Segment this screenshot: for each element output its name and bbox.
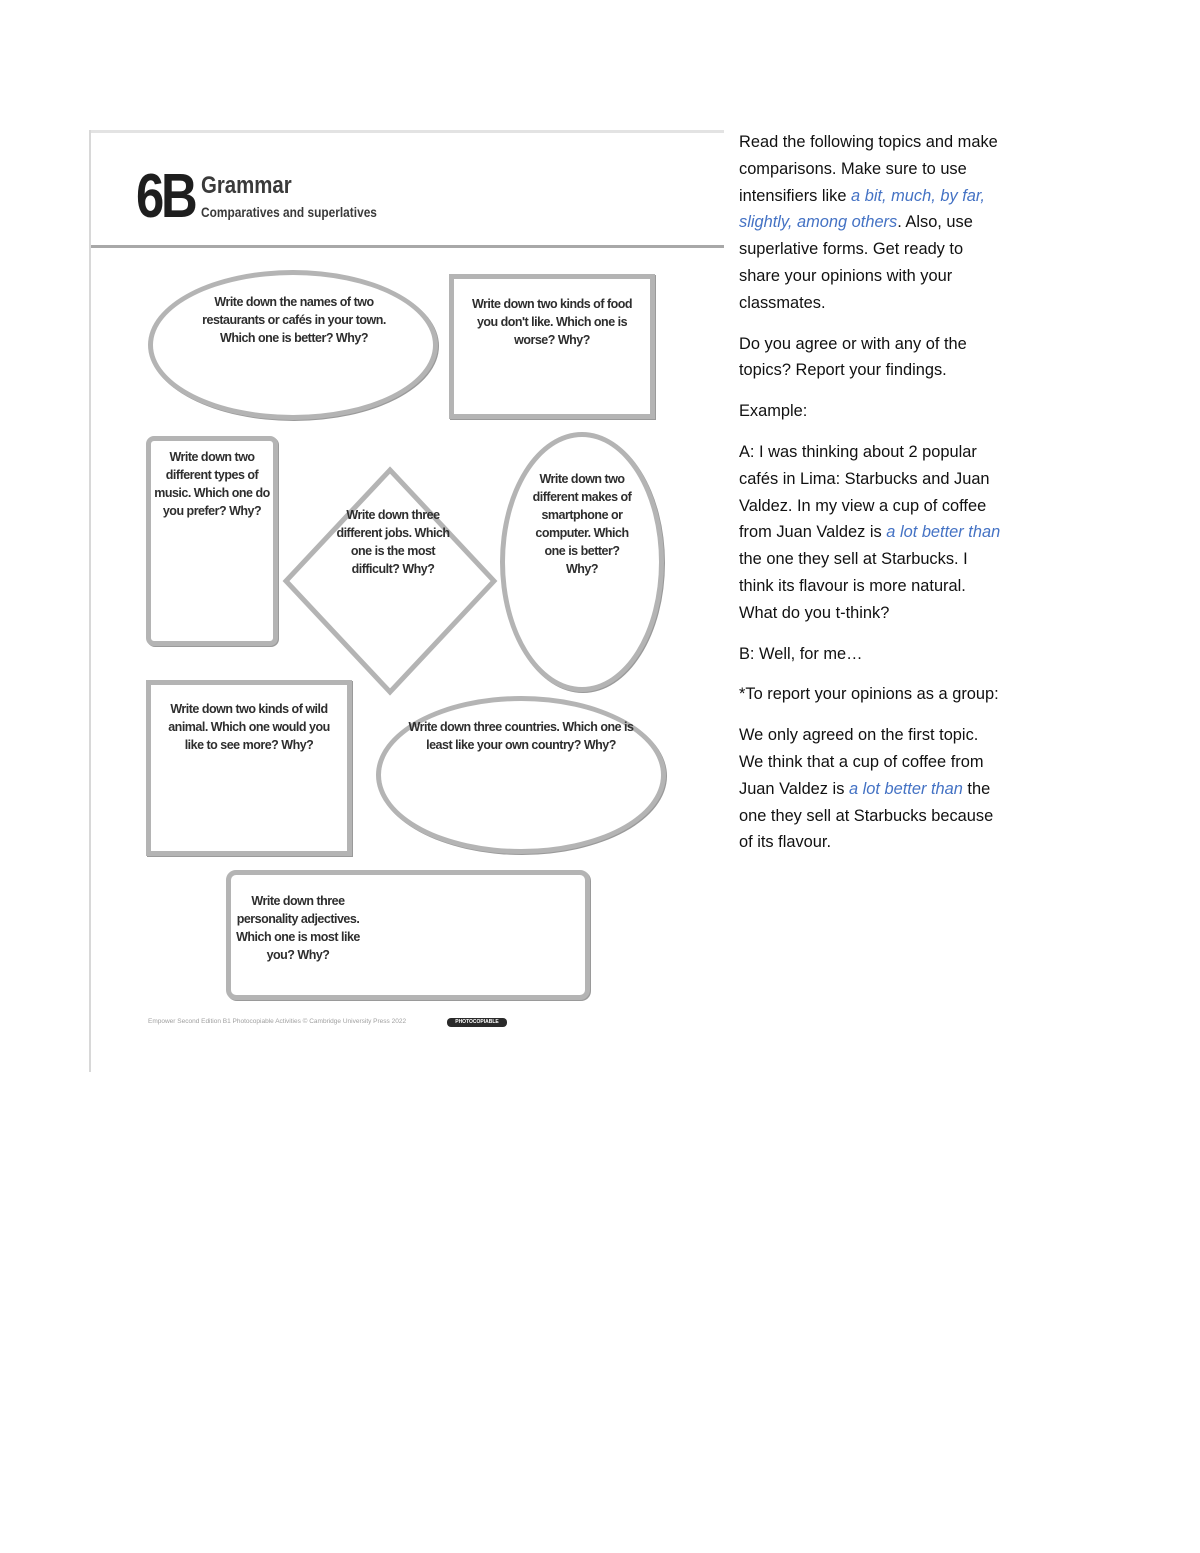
header-divider — [91, 245, 724, 248]
intro-paragraph — [739, 129, 1001, 317]
group-report-paragraph — [739, 722, 1001, 856]
task-smartphone: Write down two different makes of smartphone or computer. Which one is better? Why? — [532, 472, 632, 576]
question-paragraph: Do you agree or with any of the topics? Report your findings. — [739, 334, 967, 380]
instructions-panel — [739, 129, 1001, 870]
comparison-highlight: a lot better than — [886, 523, 1001, 542]
worksheet-subtitle: Comparatives and superlatives — [201, 204, 377, 220]
group-comparison-highlight: a lot better than — [848, 779, 963, 798]
diamond-jobs — [282, 466, 498, 696]
intensifiers-highlight: a bit, much, by far, slightly, among others — [739, 186, 985, 232]
task-music: Write down two different types of music. Which one do you prefer? Why? — [154, 450, 270, 518]
example-label: Example: — [739, 402, 808, 421]
photocopiable-badge: PHOTOCOPIABLE — [447, 1018, 507, 1027]
intro-text-end: . Also, use superlative forms. Get ready to share your opinions with your classmates. — [739, 213, 973, 312]
worksheet-top-border — [90, 130, 724, 133]
worksheet-left-border — [89, 130, 91, 1072]
speaker-a-text-end: the one they sell at Starbucks. I think its flavour is more natural. What do you t-think? — [739, 550, 968, 622]
worksheet-image — [0, 0, 730, 1080]
group-report-text-end: the one they sell at Starbucks because of its flavour. — [739, 779, 994, 852]
worksheet-code: 6B — [136, 162, 195, 231]
speaker-a-paragraph — [739, 439, 1001, 627]
task-countries: Write down three countries. Which one is least like your own country? Why? — [408, 720, 634, 752]
task-personality: Write down three personality adjectives. Which one is most like you? Why? — [236, 894, 360, 962]
task-animal: Write down two kinds of wild animal. Which one would you like to see more? Why? — [168, 702, 330, 752]
worksheet-footer: Empower Second Edition B1 Photocopiable Activities © Cambridge University Press 2022 — [148, 1018, 407, 1025]
report-label: *To report your opinions as a group: — [739, 685, 999, 704]
task-jobs: Write down three different jobs. Which one is the most difficult? Why? — [336, 508, 450, 576]
task-restaurants: Write down the names of two restaurants or cafés in your town. Which one is better? Why? — [202, 295, 386, 345]
group-report-text: We only agreed on the first topic. We think that a cup of coffee from Juan Valdez is — [739, 726, 984, 798]
worksheet-title: Grammar — [201, 172, 292, 199]
speaker-a-text: A: I was thinking about 2 popular cafés in Lima: Starbucks and Juan Valdez. In my view a cup of coffee from Juan Valdez is — [739, 442, 990, 542]
speaker-b-paragraph: B: Well, for me… — [739, 644, 863, 663]
intro-text: Read the following topics and make comparisons. Make sure to use intensifiers like — [739, 133, 998, 205]
task-food: Write down two kinds of food you don't like. Which one is worse? Why? — [471, 297, 633, 347]
